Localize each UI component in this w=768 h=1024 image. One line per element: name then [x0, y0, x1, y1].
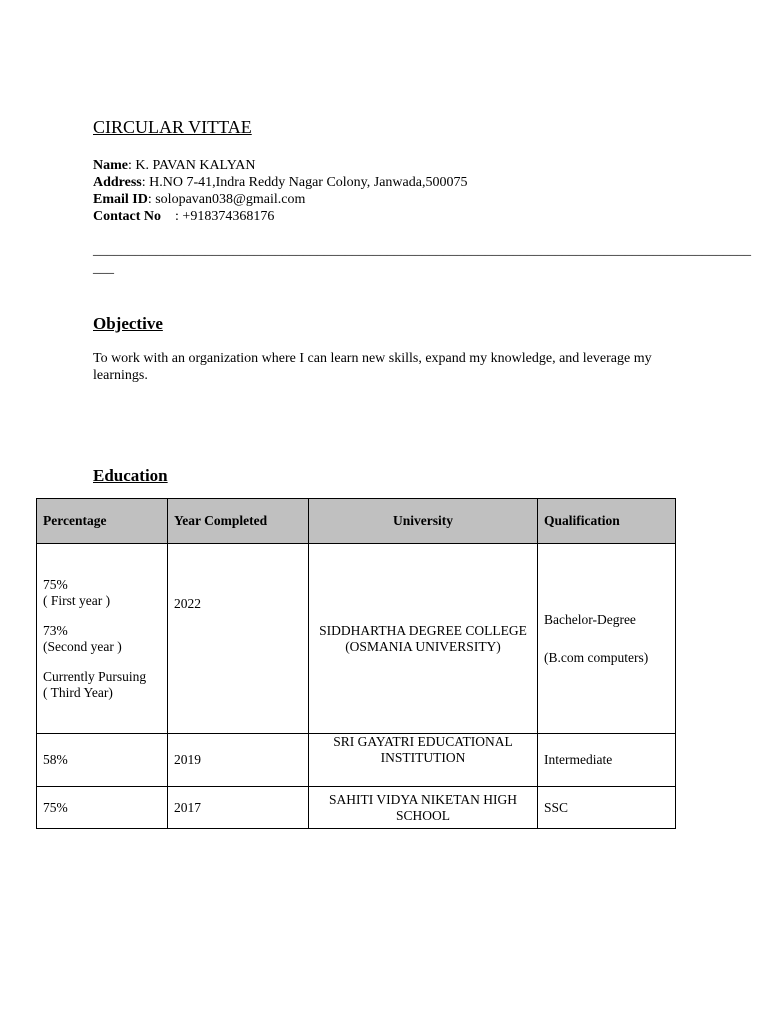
percentage-third-label: ( Third Year): [43, 684, 113, 700]
table-header-row: [37, 499, 676, 544]
contact-block: [93, 157, 467, 225]
name-line: [93, 157, 467, 174]
page-title: CIRCULAR VITTAE: [93, 117, 252, 137]
table-row: [37, 734, 676, 787]
university-cell: SRI GAYATRI EDUCATIONAL INSTITUTION: [309, 734, 538, 787]
email-line: [93, 191, 467, 208]
column-header-percentage: Percentage: [37, 499, 168, 544]
percentage-second-label: (Second year ): [43, 638, 122, 654]
percentage-second: 73%: [43, 622, 68, 638]
percentage-cell: 58%: [37, 734, 168, 787]
name-value: : K. PAVAN KALYAN: [128, 158, 256, 173]
name-label: Name: [93, 158, 128, 173]
percentage-cell: 75%: [37, 787, 168, 829]
address-line: [93, 174, 467, 191]
year-cell: 2017: [168, 787, 309, 829]
phone-line: [93, 208, 467, 225]
qualification-cell: SSC: [538, 787, 676, 829]
column-header-qualification: Qualification: [538, 499, 676, 544]
percentage-third: Currently Pursuing: [43, 668, 147, 684]
address-label: Address: [93, 175, 142, 190]
table-row: [37, 544, 676, 734]
education-heading: Education: [93, 466, 168, 485]
year-cell: 2022: [168, 544, 309, 734]
university-cell: SAHITI VIDYA NIKETAN HIGH SCHOOL: [309, 787, 538, 829]
objective-heading: Objective: [93, 314, 163, 333]
email-label: Email ID: [93, 192, 148, 207]
year-cell: 2019: [168, 734, 309, 787]
phone-value: : +918374368176: [161, 209, 275, 224]
objective-text: To work with an organization where I can learn new skills, expand my knowledge, and leverage my learnings.: [93, 351, 652, 383]
qualification-cell: [538, 544, 676, 734]
university-cell: SIDDHARTHA DEGREE COLLEGE (OSMANIA UNIVERSITY): [309, 544, 538, 734]
percentage-first: 75%: [43, 576, 68, 592]
phone-label: Contact No: [93, 209, 162, 224]
email-value: : solopavan038@gmail.com: [147, 192, 306, 207]
qualification-specialization: (B.com computers): [544, 649, 649, 665]
table-row: [37, 787, 676, 829]
column-header-university: University: [309, 499, 538, 544]
qualification-cell: Intermediate: [538, 734, 676, 787]
separator-line: ______________________________________________________________________________________________: [93, 243, 751, 258]
education-table: [36, 498, 676, 829]
column-header-year: Year Completed: [168, 499, 309, 544]
percentage-first-label: ( First year ): [43, 592, 111, 608]
address-value: : H.NO 7-41,Indra Reddy Nagar Colony, Janwada,500075: [141, 175, 468, 190]
percentage-cell: [37, 544, 168, 734]
qualification-degree: Bachelor-Degree: [544, 611, 636, 627]
separator-line-tail: ___: [93, 261, 114, 276]
